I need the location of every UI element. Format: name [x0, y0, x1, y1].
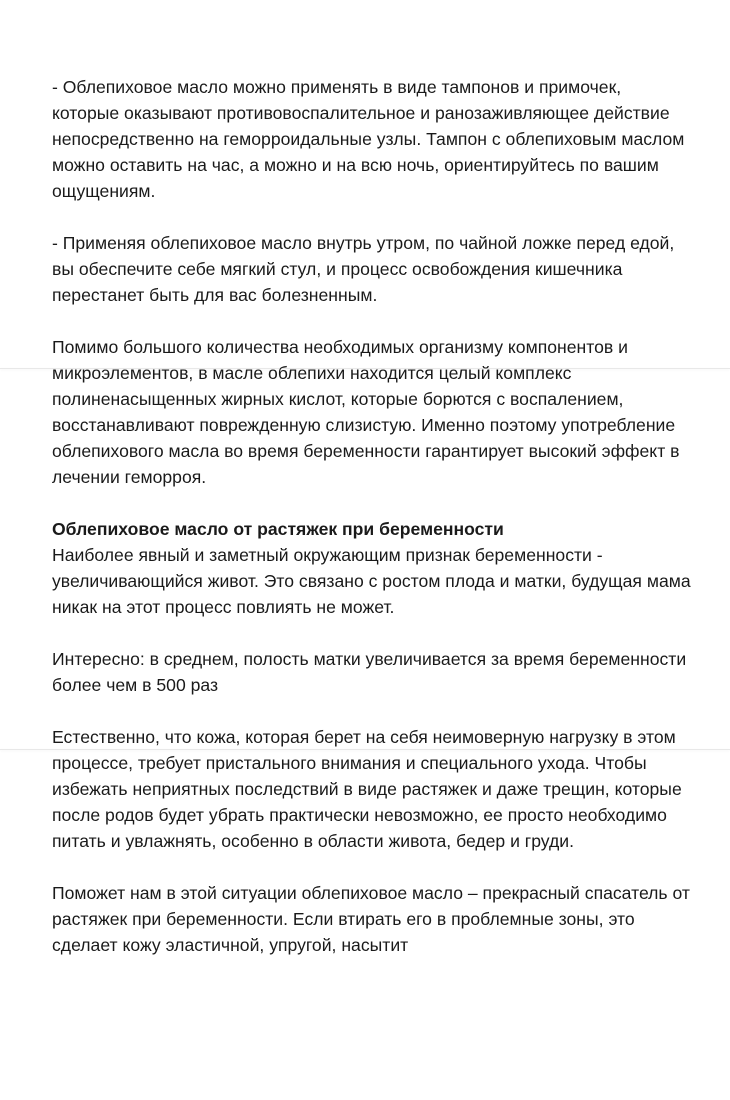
- paragraph-skin-care: Естественно, что кожа, которая берет на себя неимоверную нагрузку в этом процессе, требует пристального внимания и специального ухода. Чтобы избежать неприятных последствий в виде растяжек и даже трещин, которые после родов будет убрать практически невозможно, ее просто необходимо питать и увлажнять, особенно в области живота, бедер и груди.: [52, 727, 682, 851]
- paragraph-interesting-fact: Интересно: в среднем, полость матки увеличивается за время беременности более чем в 500 раз: [52, 649, 687, 695]
- paragraph-tampons: - Облепиховое масло можно применять в виде тампонов и примочек, которые оказывают противовоспалительное и ранозаживляющее действие непосредственно на геморроидальные узлы. Тампон с облепиховым маслом можно оставить на час, а можно и на всю ночь, ориентируйтесь по вашим ощущениям.: [52, 77, 685, 201]
- paragraph-internal-use: - Применяя облепиховое масло внутрь утром, по чайной ложке перед едой, вы обеспечите себе мягкий стул, и процесс освобождения кишечника перестанет быть для вас болезненным.: [52, 233, 675, 305]
- section-heading: Облепиховое масло от растяжек при беременности: [52, 519, 504, 539]
- article-body: [52, 74, 692, 984]
- paragraph-sea-buckthorn-help: Поможет нам в этой ситуации облепиховое масло – прекрасный спасатель от растяжек при беременности. Если втирать его в проблемные зоны, это сделает кожу эластичной, упругой, насытит: [52, 883, 690, 955]
- paragraph-fatty-acids: Помимо большого количества необходимых организму компонентов и микроэлементов, в масле облепихи находится целый комплекс полиненасыщенных жирных кислот, которые борются с воспалением, восстанавливают поврежденную слизистую. Именно поэтому употребление облепихового масла во время беременности гарантирует высокий эффект в лечении геморроя.: [52, 337, 680, 487]
- paragraph-belly-growth: Наиболее явный и заметный окружающим признак беременности - увеличивающийся живот. Это связано с ростом плода и матки, будущая мама никак на этот процесс повлиять не может.: [52, 545, 691, 617]
